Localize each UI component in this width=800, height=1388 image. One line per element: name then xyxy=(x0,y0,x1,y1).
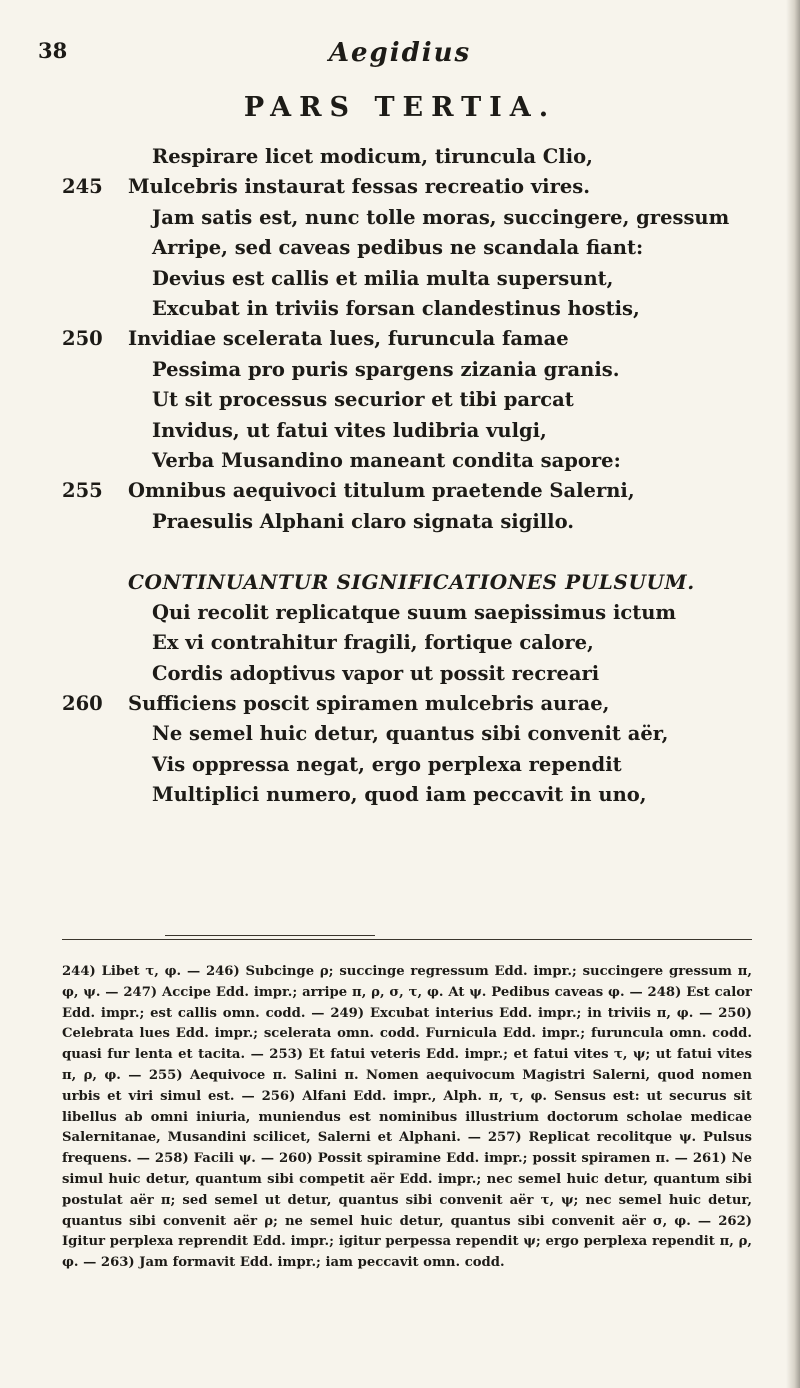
verse-line xyxy=(0,203,800,233)
line-number: 250 xyxy=(62,327,103,351)
verse-line xyxy=(0,172,800,202)
verse-line xyxy=(0,324,800,354)
section-heading: CONTINUANTUR SIGNIFICATIONES PULSUUM. xyxy=(128,570,695,595)
verse-text: Verba Musandino maneant condita sapore: xyxy=(152,448,621,472)
verse-line xyxy=(0,780,800,810)
verse-text: Sufficiens poscit spiramen mulcebris aurae, xyxy=(128,692,610,716)
verse-text: Omnibus aequivoci titulum praetende Salerni, xyxy=(128,479,635,503)
verse-line xyxy=(0,416,800,446)
separator-rule-long xyxy=(62,939,752,940)
verse-line xyxy=(0,355,800,385)
line-number: 255 xyxy=(62,479,103,503)
verse-line xyxy=(0,446,800,476)
verse-line xyxy=(0,750,800,780)
verse-line xyxy=(0,598,800,628)
footnotes-text: 244) Libet τ, φ. — 246) Subcinge ρ; succinge regressum Edd. impr.; succingere gressum π, φ, ψ. — 247) Accipe Edd. impr.; arripe π, ρ, σ, τ, φ. At ψ. Pedibus caveas φ. — 248) Est calor Edd. impr.; est callis omn. codd. — 249) Excubat interius Edd. impr.; in triviis π, φ. — 250) Celebrata lues Edd. impr.; scelerata omn. codd. Furnicula Edd. impr.; furuncula omn. codd. quasi fur lenta et tacita. — 253) Et fatui veteris Edd. impr.; et fatui vites τ, ψ; ut fatui vites π, ρ, φ. — 255) Aequivoce π. Salini π. Nomen aequivocum Magistri Salerni, quod nomen urbis et viri simul est. — 256) Alfani Edd. impr., Alph. π, τ, φ. Sensus est: ut securus sit libellus ab omni iniuria, muniendus est nominibus illustrium doctorum scholae medicae Salernitanae, Musandini scilicet, Salerni et Alphani. — 257) Replicat recolitque ψ. Pulsus frequens. — 258) Facili ψ. — 260) Possit spiramine Edd. impr.; possit spiramen π. — 261) Ne simul huic detur, quantum sibi competit aër Edd. impr.; nec semel huic detur, quantum sibi postulat aër π; sed semel ut detur, quantus sibi convenit aër τ, ψ; nec semel huic detur, quantus sibi convenit aër ρ; ne semel huic detur, quantus sibi convenit aër σ, φ. — 262) Igitur perplexa reprendit Edd. impr.; igitur perpessa rependit ψ; ergo perplexa rependit π, ρ, φ. — 263) Jam formavit Edd. impr.; iam peccavit omn. codd. xyxy=(62,964,752,1271)
verse-text: Arripe, sed caveas pedibus ne scandala fiant: xyxy=(152,236,644,260)
verse-text: Excubat in triviis forsan clandestinus hostis, xyxy=(152,296,640,320)
verse-text: Qui recolit replicatque suum saepissimus ictum xyxy=(152,600,677,624)
verse-line xyxy=(0,233,800,263)
verse-text: Cordis adoptivus vapor ut possit recreari xyxy=(152,661,600,685)
footnotes xyxy=(62,962,752,1274)
verse-line xyxy=(0,142,800,172)
verse-text: Jam satis est, nunc tolle moras, succingere, gressum xyxy=(152,205,730,229)
verse-text: Pessima pro puris spargens zizania granis. xyxy=(152,357,620,381)
verse-line xyxy=(0,537,800,567)
verse-line xyxy=(0,507,800,537)
verse-text: Praesulis Alphani claro signata sigillo. xyxy=(152,509,575,533)
separator-rule-short xyxy=(165,935,375,936)
verse-line xyxy=(0,264,800,294)
verse-text: Respirare licet modicum, tiruncula Clio, xyxy=(152,145,593,168)
verse-line xyxy=(0,385,800,415)
section-title: PARS TERTIA. xyxy=(243,92,557,123)
line-number: 245 xyxy=(62,175,103,199)
verse-text: Devius est callis et milia multa supersunt, xyxy=(152,266,614,290)
verse-block xyxy=(0,142,800,811)
verse-line xyxy=(0,476,800,506)
verse-text: Vis oppressa negat, ergo perplexa rependit xyxy=(152,752,622,776)
verse-line xyxy=(0,719,800,749)
verse-line xyxy=(0,659,800,689)
verse-text: Invidus, ut fatui vites ludibria vulgi, xyxy=(152,418,547,442)
verse-text: Multiplici numero, quod iam peccavit in uno, xyxy=(152,783,647,807)
verse-line xyxy=(0,294,800,324)
page-number: 38 xyxy=(38,38,68,63)
verse-text: Mulcebris instaurat fessas recreatio vires. xyxy=(128,175,591,199)
verse-text: Invidiae scelerata lues, furuncula famae xyxy=(128,327,569,351)
verse-line xyxy=(0,689,800,719)
running-head: Aegidius xyxy=(328,38,472,68)
line-number: 260 xyxy=(62,692,103,716)
page-header xyxy=(0,38,800,74)
verse-text: Ut sit processus securior et tibi parcat xyxy=(152,388,574,412)
verse-text: Ex vi contrahitur fragili, fortique calore, xyxy=(152,631,594,655)
verse-text: Ne semel huic detur, quantus sibi convenit aër, xyxy=(152,722,669,746)
verse-line xyxy=(0,628,800,658)
verse-heading xyxy=(0,567,800,597)
